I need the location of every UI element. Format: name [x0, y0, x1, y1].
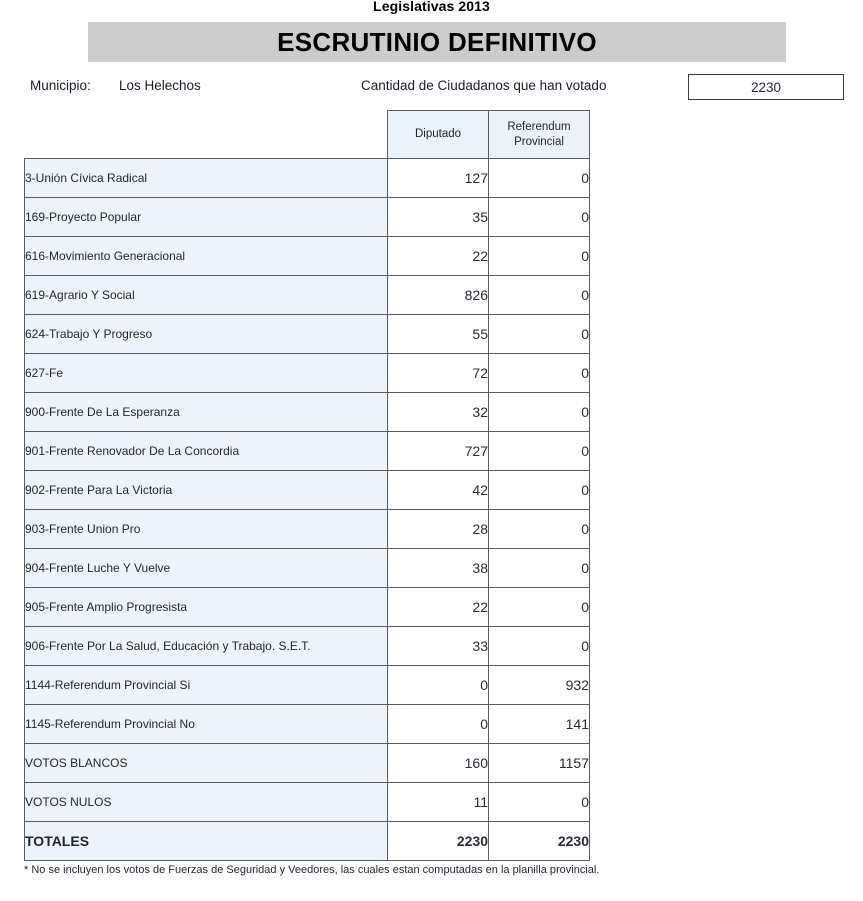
page-title: ESCRUTINIO DEFINITIVO: [277, 26, 597, 57]
row-diputado-value: 33: [388, 627, 489, 666]
row-referendum-value: 0: [489, 354, 590, 393]
row-diputado-value: 55: [388, 315, 489, 354]
row-diputado-value: 11: [388, 783, 489, 822]
row-diputado-value: 727: [388, 432, 489, 471]
table-row: [25, 783, 590, 822]
row-referendum-value: 0: [489, 783, 590, 822]
row-referendum-value: 0: [489, 237, 590, 276]
results-table-container: [24, 110, 589, 861]
event-subtitle: Legislativas 2013: [373, 0, 490, 14]
table-row: [25, 276, 590, 315]
table-row: [25, 432, 590, 471]
info-row: [0, 76, 863, 102]
row-label: 905-Frente Amplio Progresista: [25, 588, 388, 627]
table-body: [25, 159, 590, 861]
row-referendum-value: 0: [489, 510, 590, 549]
row-referendum-value: 0: [489, 393, 590, 432]
column-header-referendum-line1: Referendum: [507, 121, 571, 134]
row-referendum-value: 0: [489, 432, 590, 471]
row-diputado-value: 0: [388, 705, 489, 744]
voters-count-field[interactable]: [688, 74, 844, 100]
row-referendum-value: 0: [489, 159, 590, 198]
row-label: 624-Trabajo Y Progreso: [25, 315, 388, 354]
row-label: 169-Proyecto Popular: [25, 198, 388, 237]
table-row: [25, 315, 590, 354]
row-label: 903-Frente Union Pro: [25, 510, 388, 549]
row-label: 616-Movimiento Generacional: [25, 237, 388, 276]
voters-count-value: 2230: [750, 79, 782, 95]
table-row: [25, 705, 590, 744]
row-diputado-value: 35: [388, 198, 489, 237]
row-referendum-value: 0: [489, 588, 590, 627]
title-banner: [88, 22, 786, 62]
column-header-referendum: [489, 111, 590, 159]
row-label: 901-Frente Renovador De La Concordia: [25, 432, 388, 471]
row-diputado-value: 28: [388, 510, 489, 549]
totals-row: [25, 822, 590, 861]
table-row: [25, 588, 590, 627]
row-referendum-value: 0: [489, 315, 590, 354]
row-diputado-value: 22: [388, 237, 489, 276]
row-label: 1144-Referendum Provincial Si: [25, 666, 388, 705]
results-table: [24, 110, 590, 861]
row-diputado-value: 32: [388, 393, 489, 432]
row-diputado-value: 38: [388, 549, 489, 588]
row-referendum-value: 141: [489, 705, 590, 744]
row-referendum-value: 0: [489, 549, 590, 588]
row-label: 906-Frente Por La Salud, Educación y Trabajo. S.E.T.: [25, 627, 388, 666]
column-header-diputado: Diputado: [388, 111, 489, 159]
column-header-referendum-line2: Provincial: [514, 135, 564, 148]
row-label: 900-Frente De La Esperanza: [25, 393, 388, 432]
column-header-blank: [25, 111, 388, 159]
row-label: 3-Unión Cívica Radical: [25, 159, 388, 198]
row-label: 902-Frente Para La Victoria: [25, 471, 388, 510]
table-row: [25, 198, 590, 237]
table-header: [25, 111, 590, 159]
row-diputado-value: 42: [388, 471, 489, 510]
row-label: VOTOS NULOS: [25, 783, 388, 822]
row-diputado-value: 72: [388, 354, 489, 393]
row-diputado-value: 160: [388, 744, 489, 783]
row-label: 904-Frente Luche Y Vuelve: [25, 549, 388, 588]
table-row: [25, 237, 590, 276]
table-row: [25, 471, 590, 510]
row-diputado-value: 0: [388, 666, 489, 705]
row-referendum-value: 0: [489, 276, 590, 315]
row-diputado-value: 826: [388, 276, 489, 315]
table-row: [25, 159, 590, 198]
totals-label: TOTALES: [25, 822, 388, 861]
row-diputado-value: 22: [388, 588, 489, 627]
municipio-label: Municipio:: [30, 78, 91, 93]
table-row: [25, 393, 590, 432]
totals-referendum-value: 2230: [489, 822, 590, 861]
row-label: 627-Fe: [25, 354, 388, 393]
table-row: [25, 510, 590, 549]
table-row: [25, 549, 590, 588]
table-row: [25, 627, 590, 666]
row-referendum-value: 1157: [489, 744, 590, 783]
row-diputado-value: 127: [388, 159, 489, 198]
row-referendum-value: 932: [489, 666, 590, 705]
row-referendum-value: 0: [489, 471, 590, 510]
totals-diputado-value: 2230: [388, 822, 489, 861]
table-row: [25, 354, 590, 393]
municipio-value: Los Helechos: [119, 78, 201, 93]
row-referendum-value: 0: [489, 198, 590, 237]
voters-count-label: Cantidad de Ciudadanos que han votado: [361, 78, 607, 93]
row-label: 1145-Referendum Provincial No: [25, 705, 388, 744]
table-header-row: [25, 111, 590, 159]
table-row: [25, 666, 590, 705]
row-referendum-value: 0: [489, 627, 590, 666]
footnote: * No se incluyen los votos de Fuerzas de Seguridad y Veedores, las cuales estan computadas en la planilla provincial.: [24, 864, 600, 876]
table-row: [25, 744, 590, 783]
row-label: 619-Agrario Y Social: [25, 276, 388, 315]
row-label: VOTOS BLANCOS: [25, 744, 388, 783]
